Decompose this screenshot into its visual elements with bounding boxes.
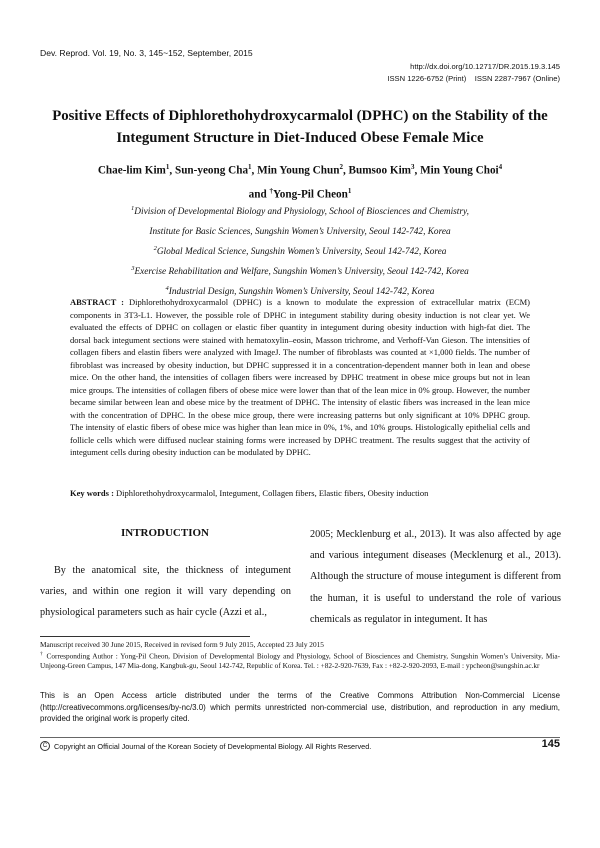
abstract-label: ABSTRACT : xyxy=(70,297,124,307)
author-name: Sun-yeong Cha xyxy=(174,164,249,177)
author-affiliation-sup: 4 xyxy=(498,163,503,171)
manuscript-dates: Manuscript received 30 June 2015, Received in revised form 9 July 2015, Accepted 23 July 2015 xyxy=(40,640,324,649)
paper-title: Positive Effects of Diphlorethohydroxycarmalol (DPHC) on the Stability of the Integument Structure in Diet-Induced Obese Female Mice xyxy=(52,108,548,146)
author-affiliation-sup: 3 xyxy=(411,163,415,171)
footnote-divider xyxy=(40,636,250,637)
affiliation-line: $^1$Division of Developmental Biology and Physiology, School of Biosciences and Chemistry, xyxy=(131,205,469,218)
author-line-2: and †Yong-Pil Cheon$^1$ xyxy=(248,186,352,201)
author-name: Chae-lim Kim xyxy=(97,164,166,177)
affiliation-line: $^3$Exercise Rehabilitation and Welfare, Sungshin Women’s University, Seoul 142-742, Korea xyxy=(131,264,469,277)
issn-line: ISSN 1226-6752 (Print) ISSN 2287-7967 (Online) xyxy=(387,74,560,83)
author-affiliation-sup: 1 xyxy=(165,163,170,171)
doi-link[interactable]: http://dx.doi.org/10.12717/DR.2015.19.3.145 xyxy=(410,62,560,71)
abstract-text: Diphlorethohydroxycarmalol (DPHC) is a known to modulate the expression of extracellular matrix (ECM) components in 3T3-L1. However, the possible role of DPHC in integument stability during obesity induction is not clear yet. We evaluated the effects of DPHC on collagen or elastic fiber quantity in integument during obesity induction with high-fat diet. The dorsal back integument sections were stained with hematoxylin–eosin, Masson trichrome, and Verhoff-Van Gieson. The intensities of collagen fibers and elastin fibers were analyzed with ImageJ. The number of fibroblasts was counted at ×1,000 fields. The number of fibroblast was increased by obesity induction, but DPHC suppressed it in a concentration-dependent manner both in lean and obese mice. On the other hand, the intensities of collagen fibers were increased by DPHC treatment in obese mice groups but not in lean mice groups. The intensities of collagen fibers of obese mice were lower than that of the lean mice in 0% group. However, the number became similar between lean and obese mice by the treatment of DPHC. The intensity of elastic fibers was increased in the lean mice with the concentration of DPHC. In the obese mice group, there were increasing patterns but only significant at 10% DPHC group. The intensity of elastic fibers of obese mice was higher than lean mice in 0%, 1%, and 10% groups. Histologically epithelial cells and follicle cells which were diffused nuclear staining forms were increased by DPHC treatment. The results suggest that the activity of integument cells during obesity induction can be modulated by DPHC. xyxy=(70,297,531,457)
affiliation-list xyxy=(50,201,550,300)
author-name: Yong-Pil Cheon xyxy=(272,188,348,201)
corresponding-author-note: † Corresponding Author : Yong-Pil Cheon, Division of Developmental Biology and Physiology, School of Biosciences and Chemistry, Sungshin Women’s University, Mia-Unjeong-Green Campus, 147 Mia-dong, Kangbuk-gu, Seoul 142-742, Republic of Korea. Tel. : +82-2-920-7639, Fax : +82-2-920-2093, E-mail : ypcheon@sungshin.ac.kr xyxy=(40,650,561,670)
author-affiliation-sup: 1 xyxy=(347,186,352,195)
copyright-icon: C xyxy=(40,741,50,751)
footer-divider xyxy=(40,737,560,738)
author-name: Min Young Chun xyxy=(257,164,340,177)
author-list xyxy=(50,157,550,204)
abstract xyxy=(70,296,530,459)
page-number: 145 xyxy=(541,738,560,750)
author-affiliation-sup: 1 xyxy=(248,163,252,171)
body-text-left-column: By the anatomical site, the thickness of integument varies, and within one region it will vary depending on physiological parameters such as hair cycle (Azzi et al., xyxy=(40,565,291,619)
keywords-label: Key words : xyxy=(70,488,114,498)
affiliation-line: Institute for Basic Sciences, Sungshin Women’s University, Seoul 142-742, Korea xyxy=(149,226,451,237)
journal-citation: Dev. Reprod. Vol. 19, No. 3, 145~152, September, 2015 xyxy=(40,48,253,58)
author-name: Min Young Choi xyxy=(420,164,499,177)
copyright-line xyxy=(40,741,371,751)
keywords xyxy=(70,487,530,500)
section-heading-introduction: INTRODUCTION xyxy=(120,527,209,539)
author-affiliation-sup: 2 xyxy=(339,163,343,171)
footnotes xyxy=(40,640,560,670)
open-access-license: This is an Open Access article distributed under the terms of the Creative Commons Attribution Non-Commercial License (http://creativecommons.org/licenses/by-nc/3.0) which permits unrestricted non-commercial use, distribution, and reproduction in any medium, provided the original work is properly cited. xyxy=(40,691,560,724)
affiliation-line: $^2$Global Medical Science, Sungshin Women’s University, Seoul 142-742, Korea xyxy=(153,244,447,257)
copyright-text: Copyright an Official Journal of the Korean Society of Developmental Biology. All Rights Reserved. xyxy=(54,741,372,751)
affiliation-line: $^4$Industrial Design, Sungshin Women’s University, Seoul 142-742, Korea xyxy=(165,284,435,297)
author-name: Bumsoo Kim xyxy=(348,164,412,177)
keywords-text: Diphlorethohydroxycarmalol, Integument, Collagen fibers, Elastic fibers, Obesity induction xyxy=(116,488,429,498)
corresponding-mark: † xyxy=(269,186,273,195)
body-text-right-column: 2005; Mecklenburg et al., 2013). It was also affected by age and various integument diseases (Mecklenurg et al., 2013). Although the structure of mouse integument is different from the human, it is useful to understand the role of various chemicals as regulator in integument. It has xyxy=(310,529,561,625)
author-line-1: Chae-lim Kim$^1$, Sun-yeong Cha$^1$, Min Young Chun$^2$, Bumsoo Kim$^3$, Min Young Choi$^4$ xyxy=(97,163,503,177)
